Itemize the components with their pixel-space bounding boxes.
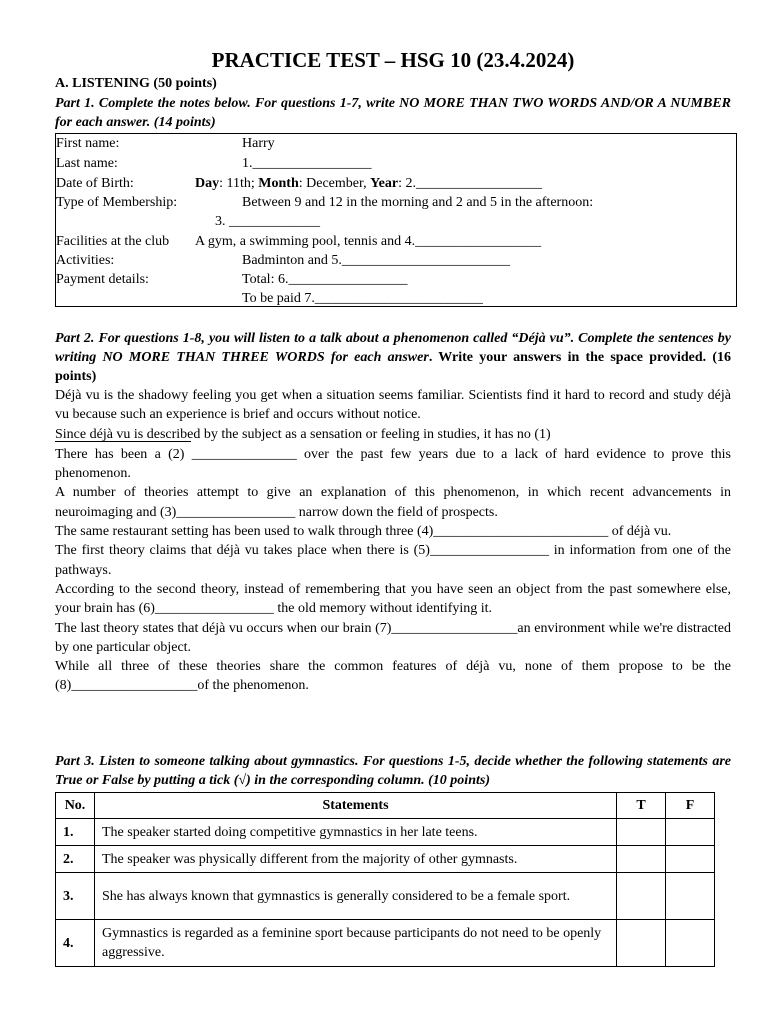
part2-heading-a: Part 2. For questions 1-8, you will listen to a talk about a phenomenon called “Déjà vu”. Complete the sentences by writing NO MORE THAN THREE WORDS for each answer [55, 331, 731, 365]
row-number: 3. [56, 873, 95, 920]
dob-day-label: Day [195, 176, 220, 191]
part2-sentence-2: There has been a (2) _______________ over the past few years due to a lack of hard evidence to prove this phenomenon. [55, 446, 731, 482]
table-row [56, 819, 715, 846]
part2-sentence-6: According to the second theory, instead of remembering that you have seen an object from the past somewhere else, your brain has (6)_________________ the old memory without identifying it. [55, 581, 731, 617]
table-row [56, 846, 715, 873]
payment-label: Payment details: [56, 272, 149, 287]
false-cell[interactable] [666, 920, 715, 967]
part2-sentence-7: The last theory states that déjà vu occurs when our brain (7)__________________an environment while we're distracted by one particular object. [55, 620, 731, 655]
membership-blank: 3. _____________ [215, 214, 320, 229]
facilities-label: Facilities at the club [56, 234, 170, 249]
statement-text: The speaker was physically different from the majority of other gymnasts. [95, 846, 617, 873]
activities-value: Badminton and 5.________________________ [242, 253, 510, 268]
statements-table [55, 792, 715, 967]
dob-month-label: Month [258, 176, 299, 191]
statement-text: Gymnastics is regarded as a feminine sport because participants do not need to be openly aggressive. [95, 920, 617, 967]
facilities-value: A gym, a swimming pool, tennis and 4.__________________ [195, 234, 542, 249]
dob-month-value: : December, [298, 176, 371, 191]
part2-sentence-1: Since déjà vu is described by the subject as a sensation or feeling in studies, it has no (1) [55, 426, 551, 442]
true-cell[interactable] [617, 873, 666, 920]
table-row [56, 920, 715, 967]
col-statements: Statements [95, 793, 617, 819]
section-a-heading: A. LISTENING (50 points) [55, 76, 217, 91]
membership-label: Type of Membership: [56, 195, 178, 210]
part2-heading-b: . Write your answers in the space provided. (16 points) [55, 350, 732, 384]
statement-text: She has always known that gymnastics is generally considered to be a female sport. [95, 873, 617, 920]
last-name-blank: 1._________________ [242, 156, 372, 171]
part2-heading [55, 329, 731, 386]
table-header-row [56, 793, 715, 819]
dob-year-label: Year [370, 176, 399, 191]
table-row [56, 873, 715, 920]
part2-sentence-3: A number of theories attempt to give an explanation of this phenomenon, in which recent advancements in neuroimaging and (3)_________________ narrow down the field of prospects. [55, 485, 731, 520]
payment-to-be-paid: To be paid 7.________________________ [242, 291, 483, 306]
col-true: T [617, 793, 666, 819]
statement-text: The speaker started doing competitive gymnastics in her late teens. [95, 819, 617, 846]
part2-sentence-8: While all three of these theories share the common features of déjà vu, none of them propose to be the (8)__________________of the phenomenon. [55, 659, 731, 694]
row-number: 1. [56, 819, 95, 846]
true-cell[interactable] [617, 846, 666, 873]
col-no: No. [56, 793, 95, 819]
false-cell[interactable] [666, 819, 715, 846]
last-name-label: Last name: [56, 156, 118, 171]
part3-heading: Part 3. Listen to someone talking about gymnastics. For questions 1-5, decide whether the following statements are True or False by putting a tick (√) in the corresponding column. (10 points) [55, 754, 731, 788]
part2-sentences [55, 386, 731, 696]
col-false: F [666, 793, 715, 819]
activities-label: Activities: [56, 253, 115, 268]
part2-sentence-5: The first theory claims that déjà vu takes place when there is (5)_________________ in information from one of the pathways. [55, 543, 731, 578]
false-cell[interactable] [666, 873, 715, 920]
page-title: PRACTICE TEST – HSG 10 (23.4.2024) [211, 48, 575, 72]
dob-year-blank: : 2.__________________ [398, 176, 542, 191]
part1-heading: Part 1. Complete the notes below. For questions 1-7, write NO MORE THAN TWO WORDS AND/OR A NUMBER for each answer. (14 points) [55, 96, 731, 130]
false-cell[interactable] [666, 846, 715, 873]
part2-intro: Déjà vu is the shadowy feeling you get when a situation seems familiar. Scientists find it hard to record and study déjà vu because such an experience is brief and occurs without notice. [55, 388, 731, 423]
true-cell[interactable] [617, 819, 666, 846]
row-number: 4. [56, 920, 95, 967]
row-number: 2. [56, 846, 95, 873]
dob-day-value: : 11th; [219, 176, 259, 191]
membership-value: Between 9 and 12 in the morning and 2 and 5 in the afternoon: [242, 195, 594, 210]
first-name-value: Harry [242, 136, 275, 151]
true-cell[interactable] [617, 920, 666, 967]
first-name-label: First name: [56, 136, 120, 151]
payment-total: Total: 6._________________ [242, 272, 408, 287]
part2-sentence-4: The same restaurant setting has been used to walk through three (4)_________________________ of déjà vu. [55, 524, 672, 540]
dob-label: Date of Birth: [56, 176, 134, 191]
notes-box [55, 133, 737, 307]
dob-value [195, 174, 542, 193]
